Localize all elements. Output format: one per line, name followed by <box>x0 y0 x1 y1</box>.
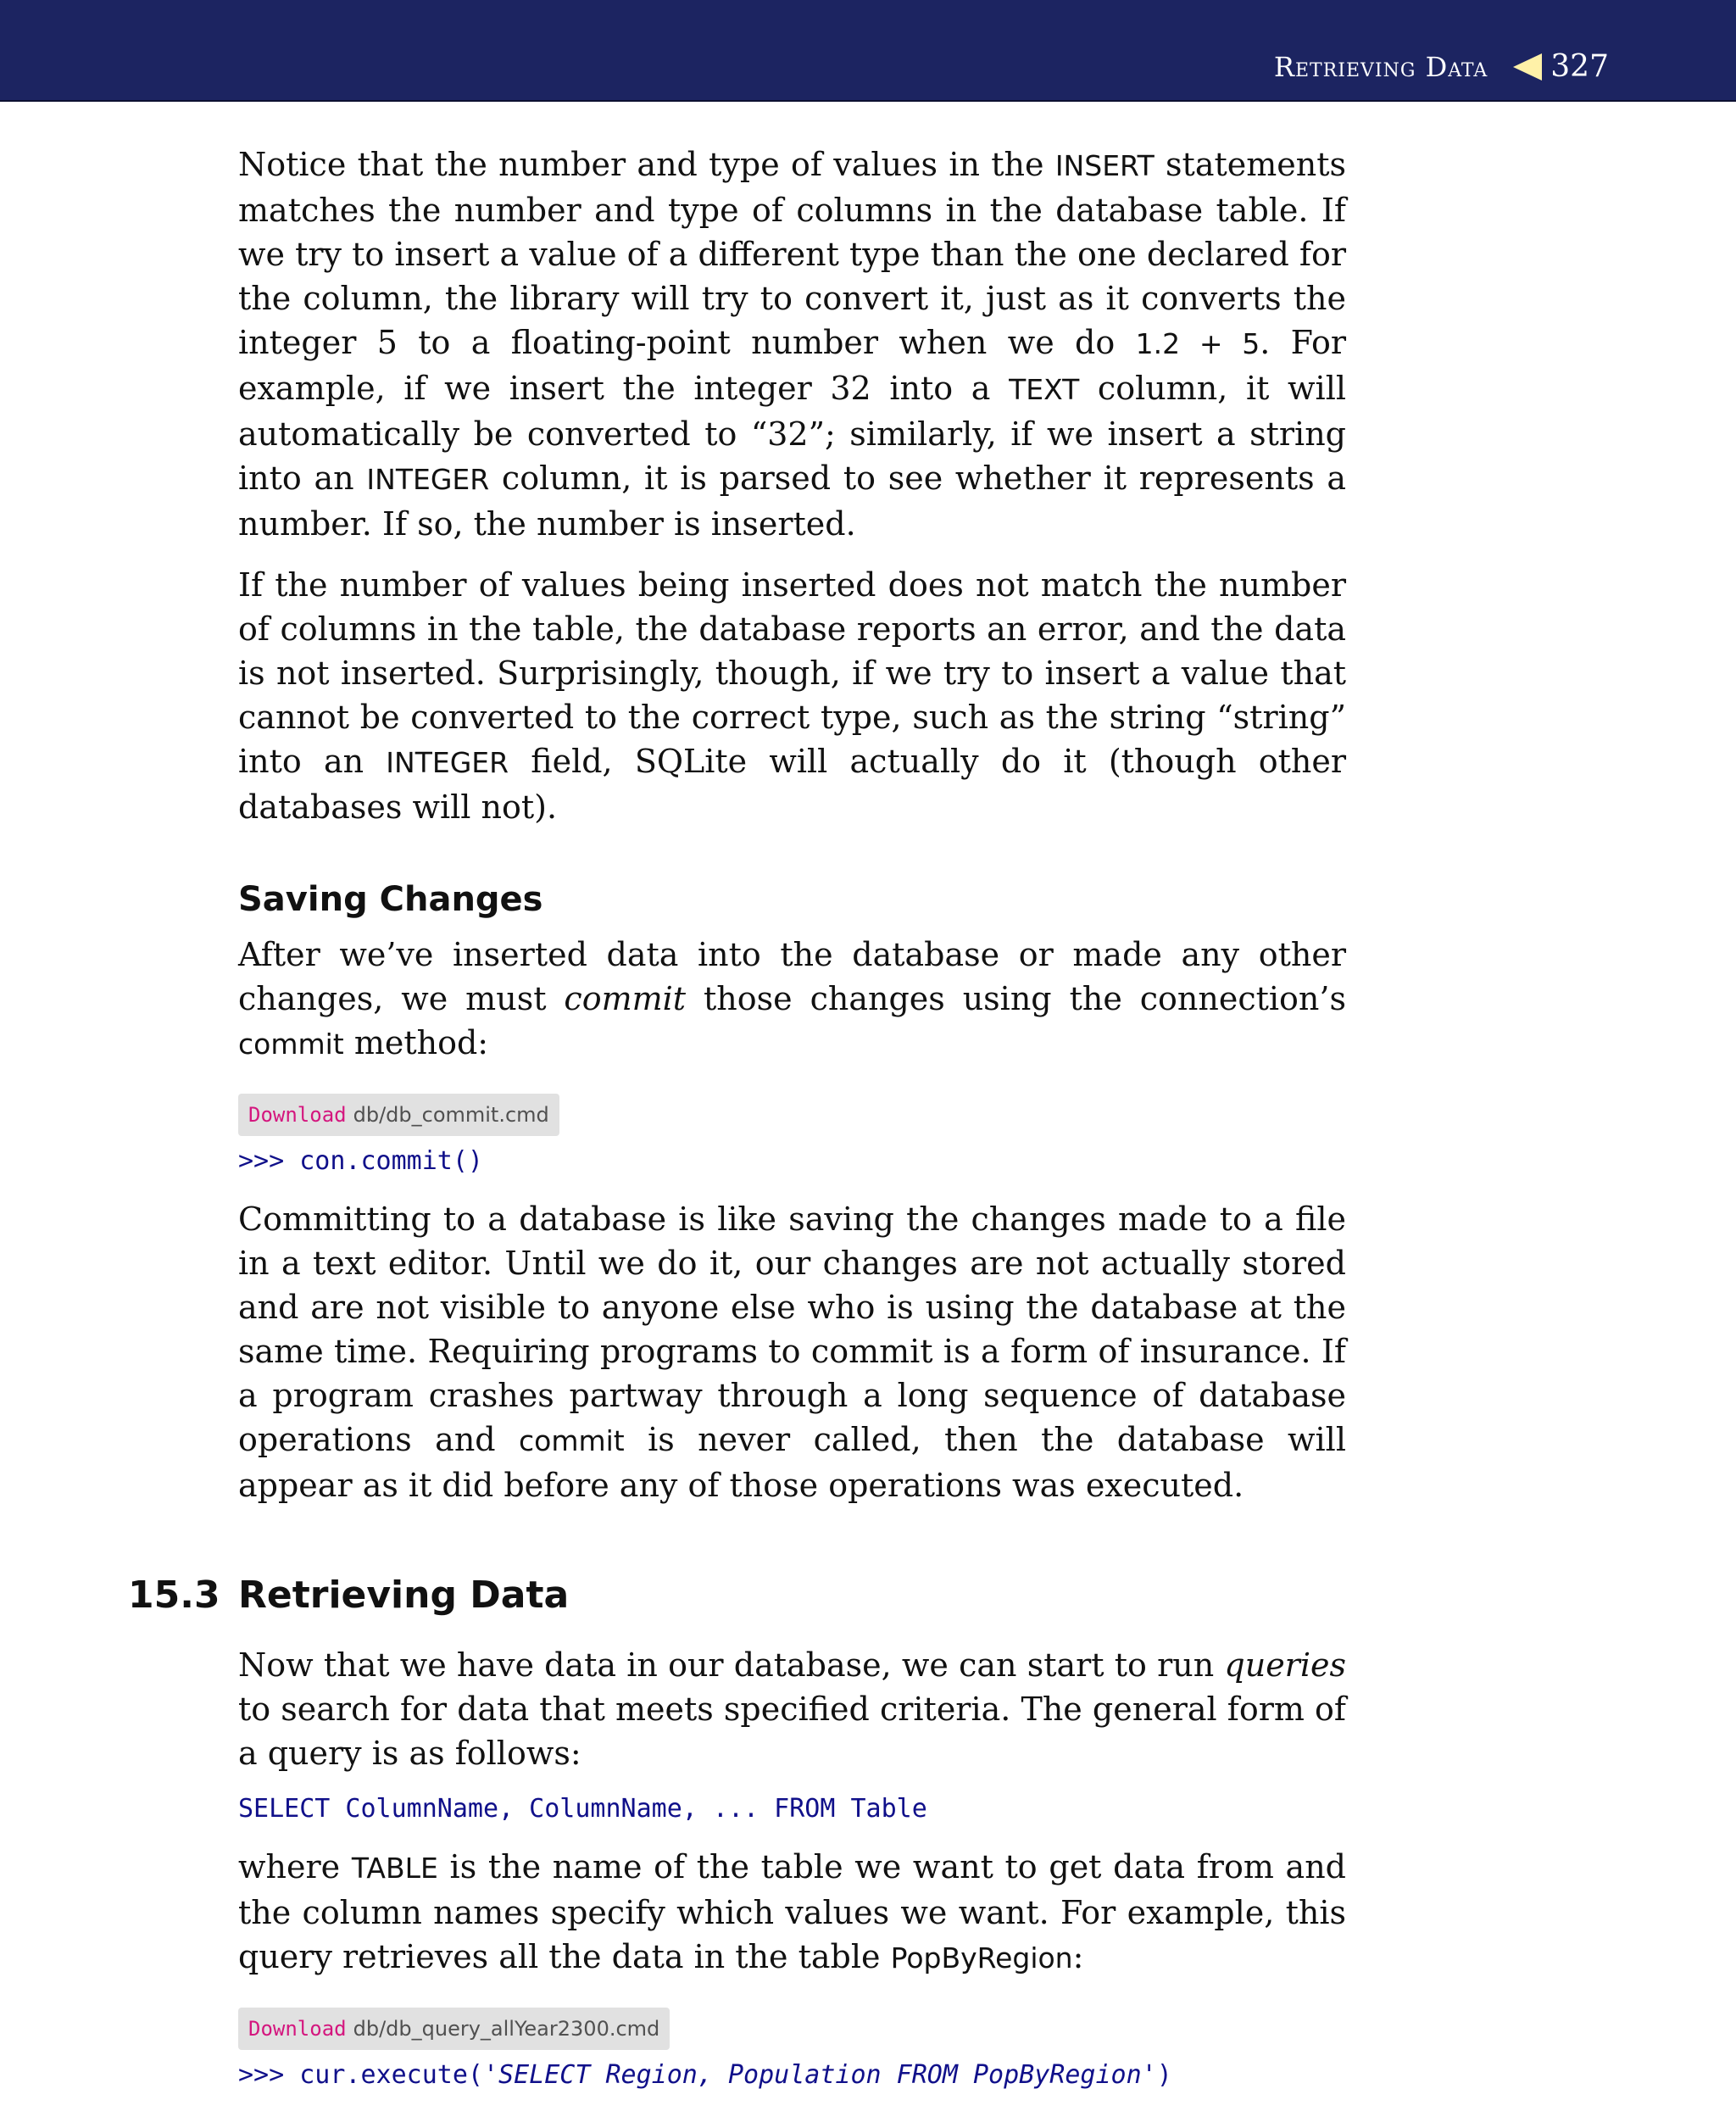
header-inner <box>1274 49 1609 84</box>
paragraph-queries-intro <box>238 1643 1346 1775</box>
subheading-saving-changes: Saving Changes <box>238 880 543 919</box>
page-header <box>0 0 1736 102</box>
text: field, SQLite will actually do it (though other databases will not). <box>238 743 1347 826</box>
page-content <box>128 142 1347 2111</box>
paragraph-commit-intro <box>238 933 1346 1067</box>
text: column, it will automatically be converted to “32”; similarly, if we insert a string into an <box>238 370 1347 497</box>
text: column, it is parsed to see whether it represents a number. If so, the number is inserted. <box>238 460 1347 543</box>
code-commit <box>238 1145 1346 1178</box>
text: : <box>1072 1938 1084 1975</box>
text: is never called, then the database will appear as it did before any of those operations was executed. <box>238 1421 1346 1504</box>
inline-code: commit <box>238 1028 344 1061</box>
paragraph-insert-types <box>238 142 1346 546</box>
text: . For example, if we insert the integer 32 into a <box>238 324 1346 407</box>
code-text: cur.execute( <box>299 2060 483 2090</box>
code-text: ) <box>1156 2060 1172 2090</box>
emphasis: queries <box>1224 1646 1346 1684</box>
code-query-form: SELECT ColumnName, ColumnName, ... FROM Table <box>238 1794 927 1824</box>
code-string: 'SELECT Region, Population FROM PopByRegion' <box>483 2060 1157 2090</box>
download-link-query[interactable] <box>238 2008 670 2050</box>
inline-code: 1.2 + 5 <box>1135 327 1260 360</box>
text: Committing to a database is like saving the changes made to a file in a text editor. Until we do it, our changes are not actually stored and are not visible to anyone else who is using the database at the same time. Requiring programs to commit is a form of insurance. If a program crashes partway through a long sequence of database operations and <box>238 1200 1346 1458</box>
code-text: con.commit() <box>299 1146 483 1176</box>
inline-code: INTEGER <box>386 746 509 779</box>
inline-code: PopByRegion <box>890 1941 1073 1975</box>
inline-code: TEXT <box>1009 373 1080 406</box>
code-prompt: >>> <box>238 1146 300 1176</box>
inline-code: INSERT <box>1054 149 1155 182</box>
running-title: Retrieving Data <box>1273 50 1488 83</box>
left-triangle-icon <box>1513 53 1542 81</box>
text: where <box>238 1848 352 1885</box>
text: If the number of values being inserted does not match the number of columns in the table, the database reports an error, and the data is not inserted. Surprisingly, though, if we try to insert a value that cannot be converted to the correct type, such as the string “string” into an <box>238 566 1346 780</box>
download-filename: db/db_commit.cmd <box>353 1103 549 1127</box>
download-filename: db/db_query_allYear2300.cmd <box>353 2017 660 2041</box>
page-number: 327 <box>1550 49 1609 84</box>
download-link-commit[interactable] <box>238 1094 559 1136</box>
section-heading <box>128 1574 1346 1624</box>
paragraph-commit-explain <box>238 1197 1346 1507</box>
text: method: <box>343 1024 489 1061</box>
text: After we’ve inserted data into the database or made any other changes, we must <box>238 936 1346 1017</box>
code-prompt: >>> <box>238 2060 300 2090</box>
inline-code: INTEGER <box>366 463 490 496</box>
inline-code: commit <box>518 1424 625 1457</box>
text: is the name of the table we want to get data from and the column names specify which values we want. For example, this query retrieves all the data in the table <box>238 1848 1346 1975</box>
text: Notice that the number and type of values in the <box>238 146 1055 183</box>
inline-code: TABLE <box>351 1852 438 1885</box>
text: statements matches the number and type of columns in the database table. If we try to insert a value of a different type than the one declared for the column, the library will try to convert it, just as it converts the integer 5 to a floating-point number when we do <box>238 146 1346 361</box>
download-label: Download <box>248 1103 347 1127</box>
text: those changes using the connection’s <box>686 980 1346 1017</box>
section-number: 15.3 <box>128 1574 220 1617</box>
text: Now that we have data in our database, we can start to run <box>238 1646 1225 1684</box>
paragraph-value-mismatch <box>238 563 1346 829</box>
emphasis: commit <box>564 980 687 1017</box>
paragraph-query-explain <box>238 1845 1346 1980</box>
code-execute-query <box>238 2058 1346 2092</box>
download-label: Download <box>248 2017 347 2041</box>
text: to search for data that meets specified criteria. The general form of a query is as follows: <box>238 1690 1346 1772</box>
section-title: Retrieving Data <box>238 1574 570 1617</box>
